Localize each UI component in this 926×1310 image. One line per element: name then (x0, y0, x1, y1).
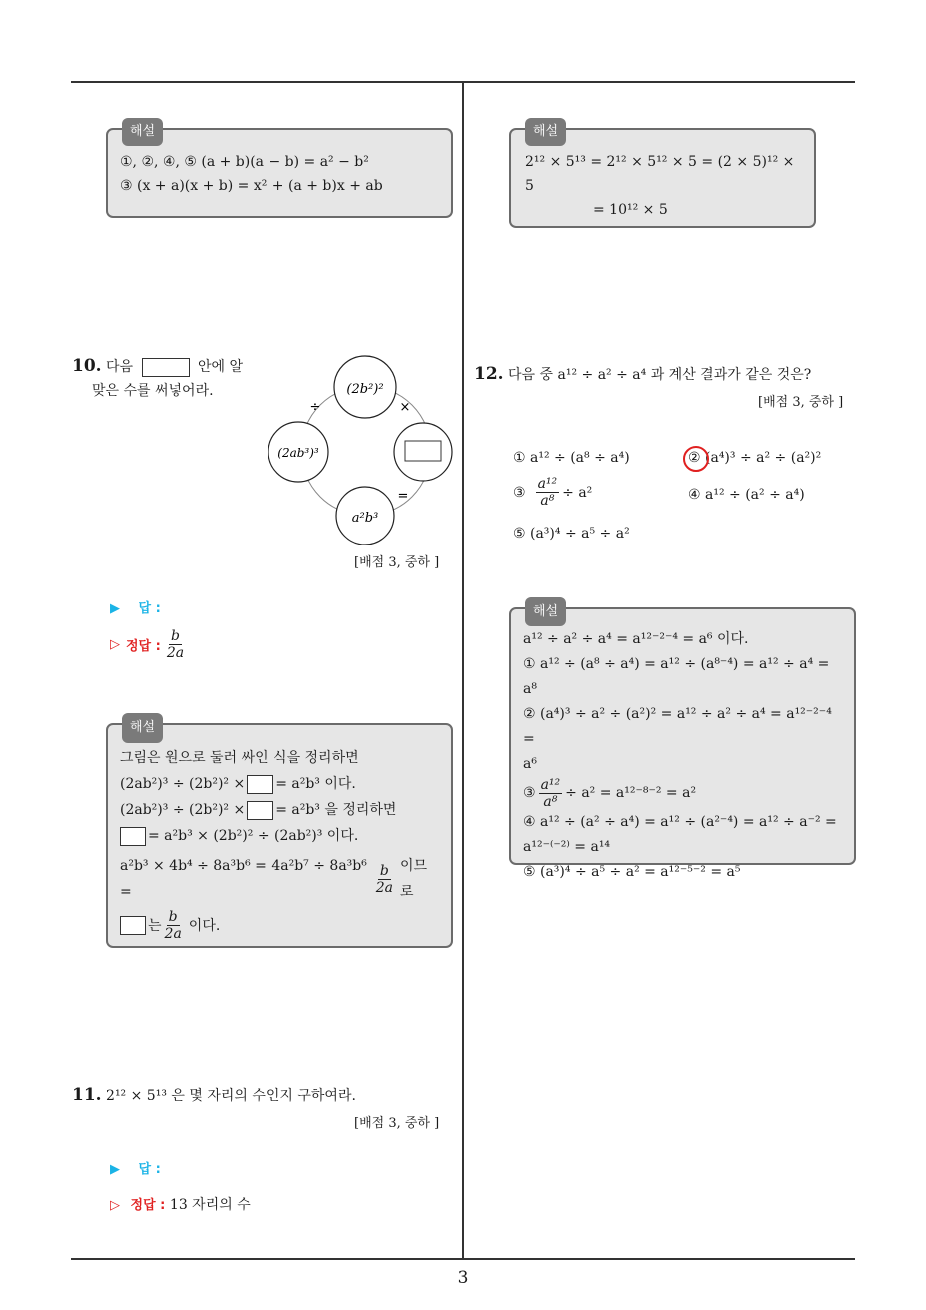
correct-label: 정답 : (130, 1198, 166, 1213)
correct-fraction: $\frac{b}{2a}$ (166, 628, 185, 661)
answer-arrow-icon: ▶ (110, 601, 120, 616)
blank-box (247, 775, 273, 794)
explanation-line: 그림은 원으로 둘러 싸인 식을 정리하면 (120, 750, 359, 766)
explanation-box-12 (509, 604, 856, 880)
explanation-line: ① a¹² ÷ (a⁸ ÷ a⁴) = a¹² ÷ (a⁸⁻⁴) = a¹² ÷ a⁴ = a⁸ (523, 656, 830, 697)
correct-value: 13 자리의 수 (169, 1197, 251, 1213)
blank-box (247, 801, 273, 820)
explanation-line: ⑤ (a³)⁴ ÷ a⁵ ÷ a² = a¹²⁻⁵⁻² = a⁵ (523, 864, 741, 880)
answer-blank (142, 358, 190, 377)
explanation-line: ③ $\frac{\text{a¹²}}{\text{a⁸}}$ ÷ a² = a¹²⁻⁸⁻² = a² (523, 777, 697, 810)
question-10 (72, 354, 272, 403)
explanation-line: (2ab²)³ ÷ (2b²)² × = a²b³ 을 정리하면 (120, 802, 397, 818)
question-12 (474, 362, 811, 387)
column-divider (462, 83, 464, 1260)
explanation-line: 는 $\frac{b}{2a}$ 이다. (120, 909, 439, 942)
answer-row (110, 597, 161, 616)
explanation-line: ①, ②, ④, ⑤ (a + b)(a − b) = a² − b² (120, 154, 369, 170)
equals-op: = (397, 489, 409, 504)
left-label: (2ab³)³ (277, 446, 319, 460)
explanation-line: = 10¹² × 5 (593, 202, 668, 218)
top-label: (2b²)² (346, 382, 384, 397)
blank-box (120, 827, 146, 846)
fraction: $\frac{\text{a¹²}}{\text{a⁸}}$ (537, 476, 558, 509)
page-number: 3 (457, 1268, 469, 1288)
explanation-line: a¹² ÷ a² ÷ a⁴ = a¹²⁻²⁻⁴ = a⁶ 이다. (523, 631, 749, 647)
explanation-line: (2ab²)³ ÷ (2b²)² × = a²b³ 이다. (120, 776, 356, 792)
selected-circle-icon (683, 446, 709, 472)
question-text: 다음 (106, 359, 134, 375)
fraction: $\frac{b}{2a}$ (375, 862, 394, 896)
explanation-box-9 (106, 124, 453, 218)
question-number: 10. (72, 356, 102, 376)
fraction: $\frac{\text{a¹²}}{\text{a⁸}}$ (540, 777, 561, 810)
blank-box (120, 916, 146, 935)
question-number: 11. (72, 1085, 102, 1105)
explanation-box-11 (509, 124, 816, 228)
question-text: 맞은 수를 써넣어라. (92, 383, 214, 399)
correct-answer-row (110, 628, 187, 661)
correct-arrow-icon: ▷ (110, 1198, 120, 1213)
explanation-line: a⁶ (523, 756, 537, 772)
fraction: $\frac{b}{2a}$ (164, 909, 182, 942)
explanation-line: ③ (x + a)(x + b) = x² + (a + b)x + ab (120, 178, 383, 194)
score-meta: [배점 3, 중하 ] (354, 1116, 440, 1131)
option-2[interactable]: ② (a⁴)³ ÷ a² ÷ (a²)² (688, 450, 821, 466)
answer-label: 답 : (138, 1162, 161, 1177)
explanation-box-10 (106, 720, 453, 948)
question-text: 2¹² × 5¹³ 은 몇 자리의 수인지 구하여라. (106, 1088, 356, 1104)
option-3[interactable]: ③ $\frac{\text{a¹²}}{\text{a⁸}}$ ÷ a² (513, 476, 593, 509)
multiply-op: × (399, 400, 411, 415)
circle-diagram (268, 355, 464, 545)
explanation-line: a²b³ × 4b⁴ ÷ 8a³b⁶ = 4a²b⁷ ÷ 8a³b⁶ = $\frac{b}{2a}$ 이므로 (120, 858, 428, 900)
option-5[interactable]: ⑤ (a³)⁴ ÷ a⁵ ÷ a² (513, 526, 630, 542)
question-text: 다음 중 a¹² ÷ a² ÷ a⁴ 과 계산 결과가 같은 것은? (508, 367, 812, 383)
explanation-line: 2¹² × 5¹³ = 2¹² × 5¹² × 5 = (2 × 5)¹² × 5 (525, 154, 795, 194)
explanation-tag: 해설 (525, 597, 566, 626)
divide-op: ÷ (309, 400, 321, 415)
explanation-line: = a²b³ × (2b²)² ÷ (2ab²)³ 이다. (120, 823, 439, 849)
question-text: 안에 알 (198, 359, 244, 375)
option-4[interactable]: ④ a¹² ÷ (a² ÷ a⁴) (688, 487, 805, 503)
correct-label: 정답 : (126, 639, 161, 654)
correct-answer-row (110, 1194, 251, 1214)
bottom-rule (71, 1258, 855, 1260)
answer-arrow-icon: ▶ (110, 1162, 120, 1177)
explanation-tag: 해설 (122, 713, 163, 743)
explanation-line: ② (a⁴)³ ÷ a² ÷ (a²)² = a¹² ÷ a² ÷ a⁴ = a¹²⁻²⁻⁴ = (523, 706, 832, 747)
explanation-tag: 해설 (122, 118, 163, 146)
correct-arrow-icon: ▷ (110, 637, 120, 652)
option-1[interactable]: ① a¹² ÷ (a⁸ ÷ a⁴) (513, 450, 630, 466)
explanation-tag: 해설 (525, 118, 566, 146)
answer-label: 답 : (138, 601, 161, 616)
score-meta: [배점 3, 중하 ] (758, 395, 844, 410)
question-number: 12. (474, 364, 504, 384)
score-meta: [배점 3, 중하 ] (354, 555, 440, 570)
question-11 (72, 1083, 356, 1108)
bottom-label: a²b³ (351, 511, 379, 526)
explanation-line: a¹²⁻⁽⁻²⁾ = a¹⁴ (523, 839, 611, 855)
answer-row (110, 1158, 161, 1177)
right-blank-box (405, 441, 441, 461)
explanation-line: ④ a¹² ÷ (a² ÷ a⁴) = a¹² ÷ (a²⁻⁴) = a¹² ÷ a⁻² = (523, 814, 837, 830)
